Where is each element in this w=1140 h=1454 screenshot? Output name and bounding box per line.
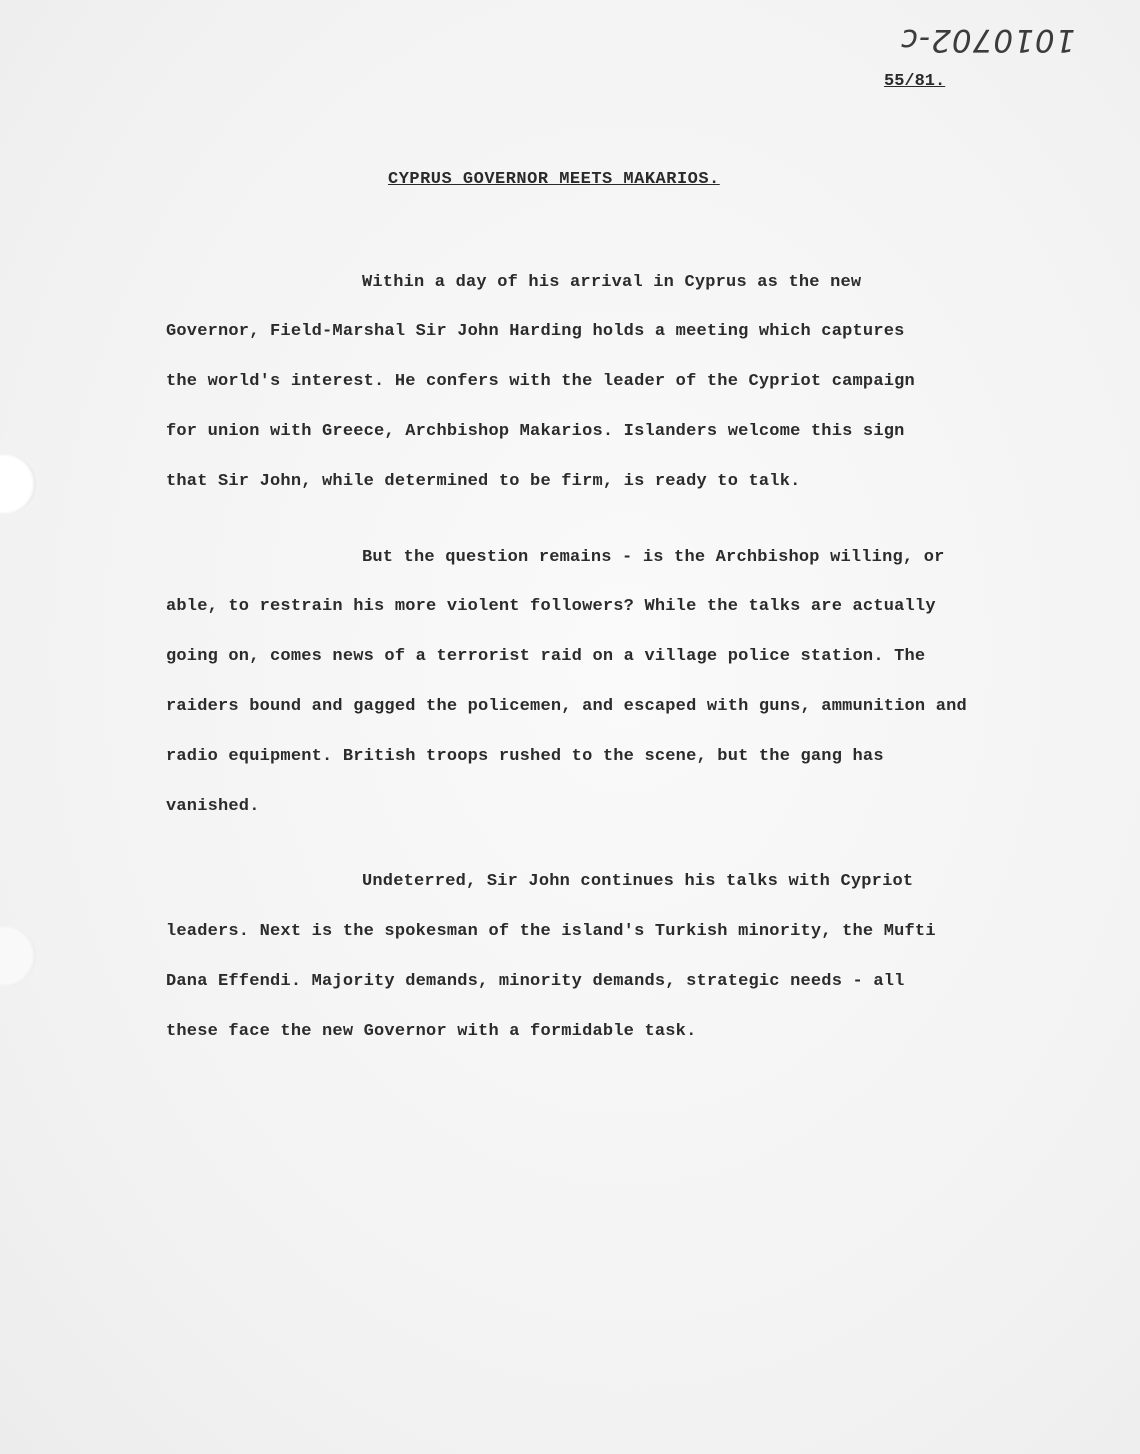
paragraph-1-line-2: Governor, Field-Marshal Sir John Harding holds a meeting which captures	[166, 322, 905, 341]
archive-number: 1010702-c	[900, 22, 1076, 58]
paragraph-1-line-3: the world's interest. He confers with the leader of the Cypriot campaign	[166, 372, 915, 391]
punch-hole-bottom	[0, 926, 36, 986]
paragraph-2-line-1: But the question remains - is the Archbishop willing, or	[362, 548, 945, 567]
paragraph-1-line-4: for union with Greece, Archbishop Makarios. Islanders welcome this sign	[166, 422, 905, 441]
document-title: CYPRUS GOVERNOR MEETS MAKARIOS.	[388, 170, 720, 189]
paragraph-1-line-5: that Sir John, while determined to be firm, is ready to talk.	[166, 472, 801, 491]
paragraph-3-line-2: leaders. Next is the spokesman of the island's Turkish minority, the Mufti	[166, 922, 936, 941]
paragraph-2-line-3: going on, comes news of a terrorist raid on a village police station. The	[166, 647, 926, 666]
paragraph-2-line-6: vanished.	[166, 797, 260, 816]
paragraph-3-line-4: these face the new Governor with a formidable task.	[166, 1022, 697, 1041]
paragraph-1-line-1: Within a day of his arrival in Cyprus as the new	[362, 273, 862, 292]
paragraph-2-line-2: able, to restrain his more violent followers? While the talks are actually	[166, 597, 936, 616]
paragraph-3-line-1: Undeterred, Sir John continues his talks with Cypriot	[362, 872, 914, 891]
paragraph-3-line-3: Dana Effendi. Majority demands, minority demands, strategic needs - all	[166, 972, 905, 991]
punch-hole-top	[0, 454, 36, 514]
reference-number: 55/81.	[884, 72, 946, 91]
paragraph-2-line-4: raiders bound and gagged the policemen, and escaped with guns, ammunition and	[166, 697, 967, 716]
paragraph-2-line-5: radio equipment. British troops rushed to the scene, but the gang has	[166, 747, 884, 766]
